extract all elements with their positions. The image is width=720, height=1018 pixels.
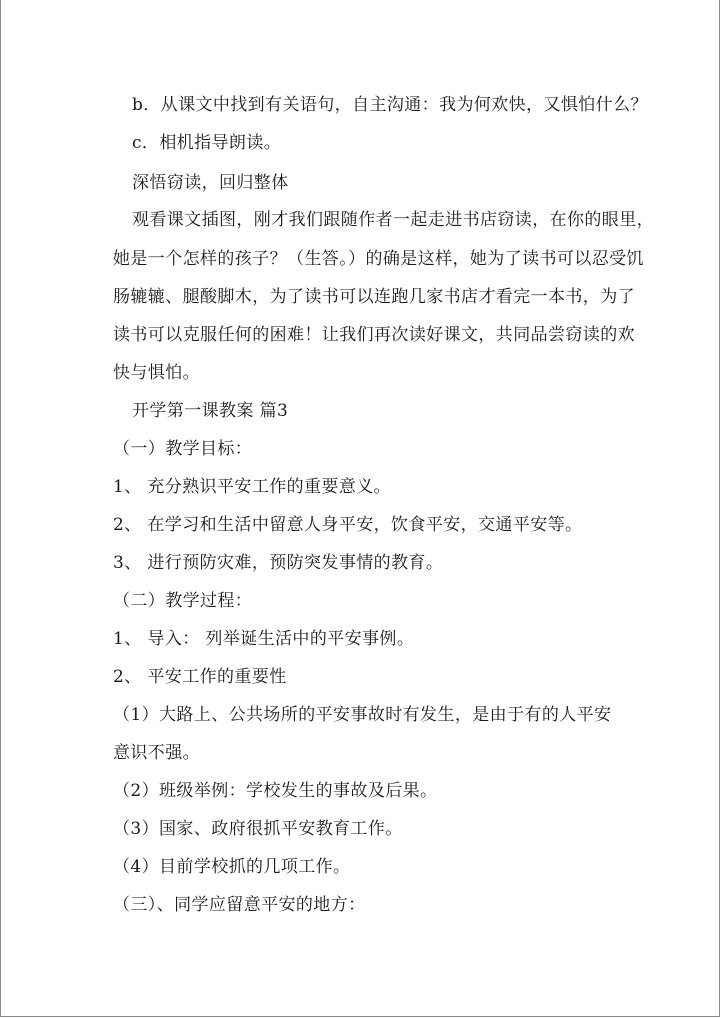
sub-item-4: （4）目前学校抓的几项工作。 <box>113 857 351 877</box>
process-item-2: 2、 平安工作的重要性 <box>113 667 287 687</box>
paragraph-line-1: 观看课文插图，刚才我们跟随作者一起走进书店窃读，在你的眼里， <box>132 210 654 230</box>
heading-student-safety: （三）、同学应留意平安的地方： <box>113 895 366 915</box>
lesson-plan-title: 开学第一课教案 篇3 <box>132 401 289 421</box>
paragraph-line-5: 快与惧怕。 <box>113 363 200 383</box>
heading-teaching-goals: （一）教学目标： <box>113 439 253 459</box>
sub-item-2: （2）班级举例：学校发生的事故及后果。 <box>113 781 438 801</box>
paragraph-line-4: 读书可以克服任何的困难！让我们再次读好课文，共同品尝窃读的欢 <box>113 325 635 345</box>
paragraph-line-2: 她是一个怎样的孩子？（生答。）的确是这样，她为了读书可以忍受饥 <box>113 249 644 269</box>
process-item-1: 1、 导入： 列举诞生活中的平安事例。 <box>113 629 415 649</box>
heading-teaching-process: （二）教学过程： <box>113 591 253 611</box>
section-heading-deep-reading: 深悟窃读，回归整体 <box>132 173 289 193</box>
sub-item-3: （3）国家、政府很抓平安教育工作。 <box>113 819 403 839</box>
paragraph-line-3: 肠辘辘、腿酸脚木，为了读书可以连跑几家书店才看完一本书，为了 <box>113 287 635 307</box>
goal-item-1: 1、 充分熟识平安工作的重要意义。 <box>113 477 392 497</box>
sub-item-1-line-2: 意识不强。 <box>113 743 200 763</box>
text-line-step-c: c．相机指导朗读。 <box>132 133 282 153</box>
goal-item-3: 3、 进行预防灾难，预防突发事情的教育。 <box>113 553 444 573</box>
sub-item-1-line-1: （1）大路上、公共场所的平安事故时有发生，是由于有的人平安 <box>113 705 612 725</box>
text-line-step-b: b．从课文中找到有关语句，自主沟通：我为何欢快，又惧怕什么？ <box>132 95 648 115</box>
goal-item-2: 2、 在学习和生活中留意人身平安，饮食平安，交通平安等。 <box>113 515 583 535</box>
